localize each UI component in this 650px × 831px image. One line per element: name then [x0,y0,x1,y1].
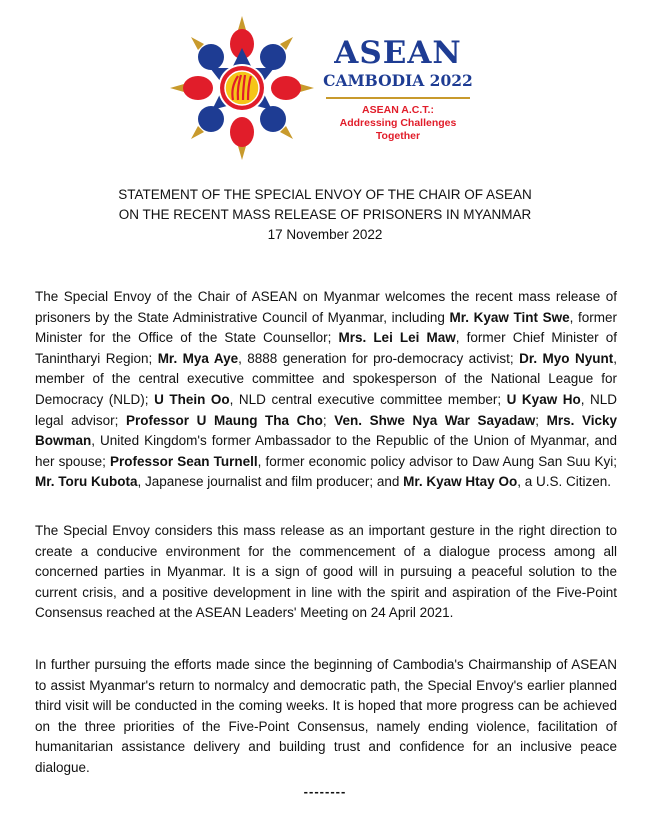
paragraph-3: In further pursuing the efforts made since the beginning of Cambodia's Chairmanship of ASEAN to assist Myanmar's return to normalcy and democratic path, the Special Envoy's earlier planned third visit will be conducted in the coming weeks. It is hoped that more progress can be achieved on the three priorities of the Five-Point Consensus, namely ending violence, facilitation of humanitarian assistance delivery and building trust and confidence for an inclusive peace dialogue. [35,657,617,775]
end-mark: -------- [303,784,347,799]
asean-cambodia-logo [168,14,316,162]
brand-divider [326,97,470,99]
text-segment: , a U.S. Citizen. [517,474,611,490]
person-name: Professor Sean Turnell [110,453,258,469]
text-segment: ; [322,412,335,428]
person-name: Mr. Toru Kubota [35,474,138,490]
brand-block [318,36,478,143]
brand-subtitle: CAMBODIA 2022 [323,71,473,90]
person-name: Dr. Myo Nyunt [519,350,614,366]
person-name: Mrs. Lei Lei Maw [338,330,456,346]
brand-tagline-2: Addressing Challenges Together [339,116,457,142]
person-name: Mrs. Vicky Bowman [35,412,617,449]
text-segment: , NLD legal advisor; [35,391,618,428]
text-segment: The Special Envoy of the Chair of ASEAN on Myanmar welcomes the recent mass release of prisoners by the State Administrative Council of Myanmar, including [35,289,617,325]
title-line-2: ON THE RECENT MASS RELEASE OF PRISONERS IN MYANMAR [118,207,532,222]
person-name: Ven. Shwe Nya War Sayadaw [334,412,536,428]
text-segment: , NLD central executive committee member; [229,391,507,407]
statement-title [0,185,650,245]
person-name: U Thein Oo [154,391,230,407]
person-name: Professor U Maung Tha Cho [126,412,323,428]
paragraph-2: The Special Envoy considers this mass release as an important gesture in the right direction to create a conducive environment for the commencement of a dialogue process among all concerned parties in Myanmar. It is a sign of good will in pursuing a peaceful solution to the current crisis, and a positive development in line with the spirit and aspiration of the Five-Point Consensus reached at the ASEAN Leaders' Meeting on 24 April 2021. [35,523,617,621]
text-segment: , 8888 generation for pro-democracy activist; [238,350,520,366]
text-segment: ; [535,412,547,428]
paragraph-1 [35,287,617,493]
person-name: Mr. Mya Aye [157,350,239,366]
text-segment: , former Chief Minister of Tanintharyi Region; [35,330,617,366]
person-name: Mr. Kyaw Tint Swe [449,309,570,325]
text-segment: , member of the central executive committee and spokesperson of the National League for Democracy (NLD); [35,350,617,407]
text-segment: , Japanese journalist and film producer; and [137,474,404,490]
text-segment: , former Minister for the Office of the State Counsellor; [35,309,617,346]
statement-date: 17 November 2022 [267,227,383,242]
text-segment: , former economic policy advisor to Daw Aung San Suu Kyi; [257,453,617,469]
brand-tagline-1: ASEAN A.C.T.: [362,103,434,116]
title-line-1: STATEMENT OF THE SPECIAL ENVOY OF THE CHAIR OF ASEAN [118,187,532,202]
person-name: Mr. Kyaw Htay Oo [403,474,518,490]
brand-name: ASEAN [334,35,462,71]
person-name: U Kyaw Ho [506,391,581,407]
text-segment: , United Kingdom's former Ambassador to the Republic of the Union of Myanmar, and her spouse; [35,433,617,469]
asean-emblem-icon [168,14,316,162]
